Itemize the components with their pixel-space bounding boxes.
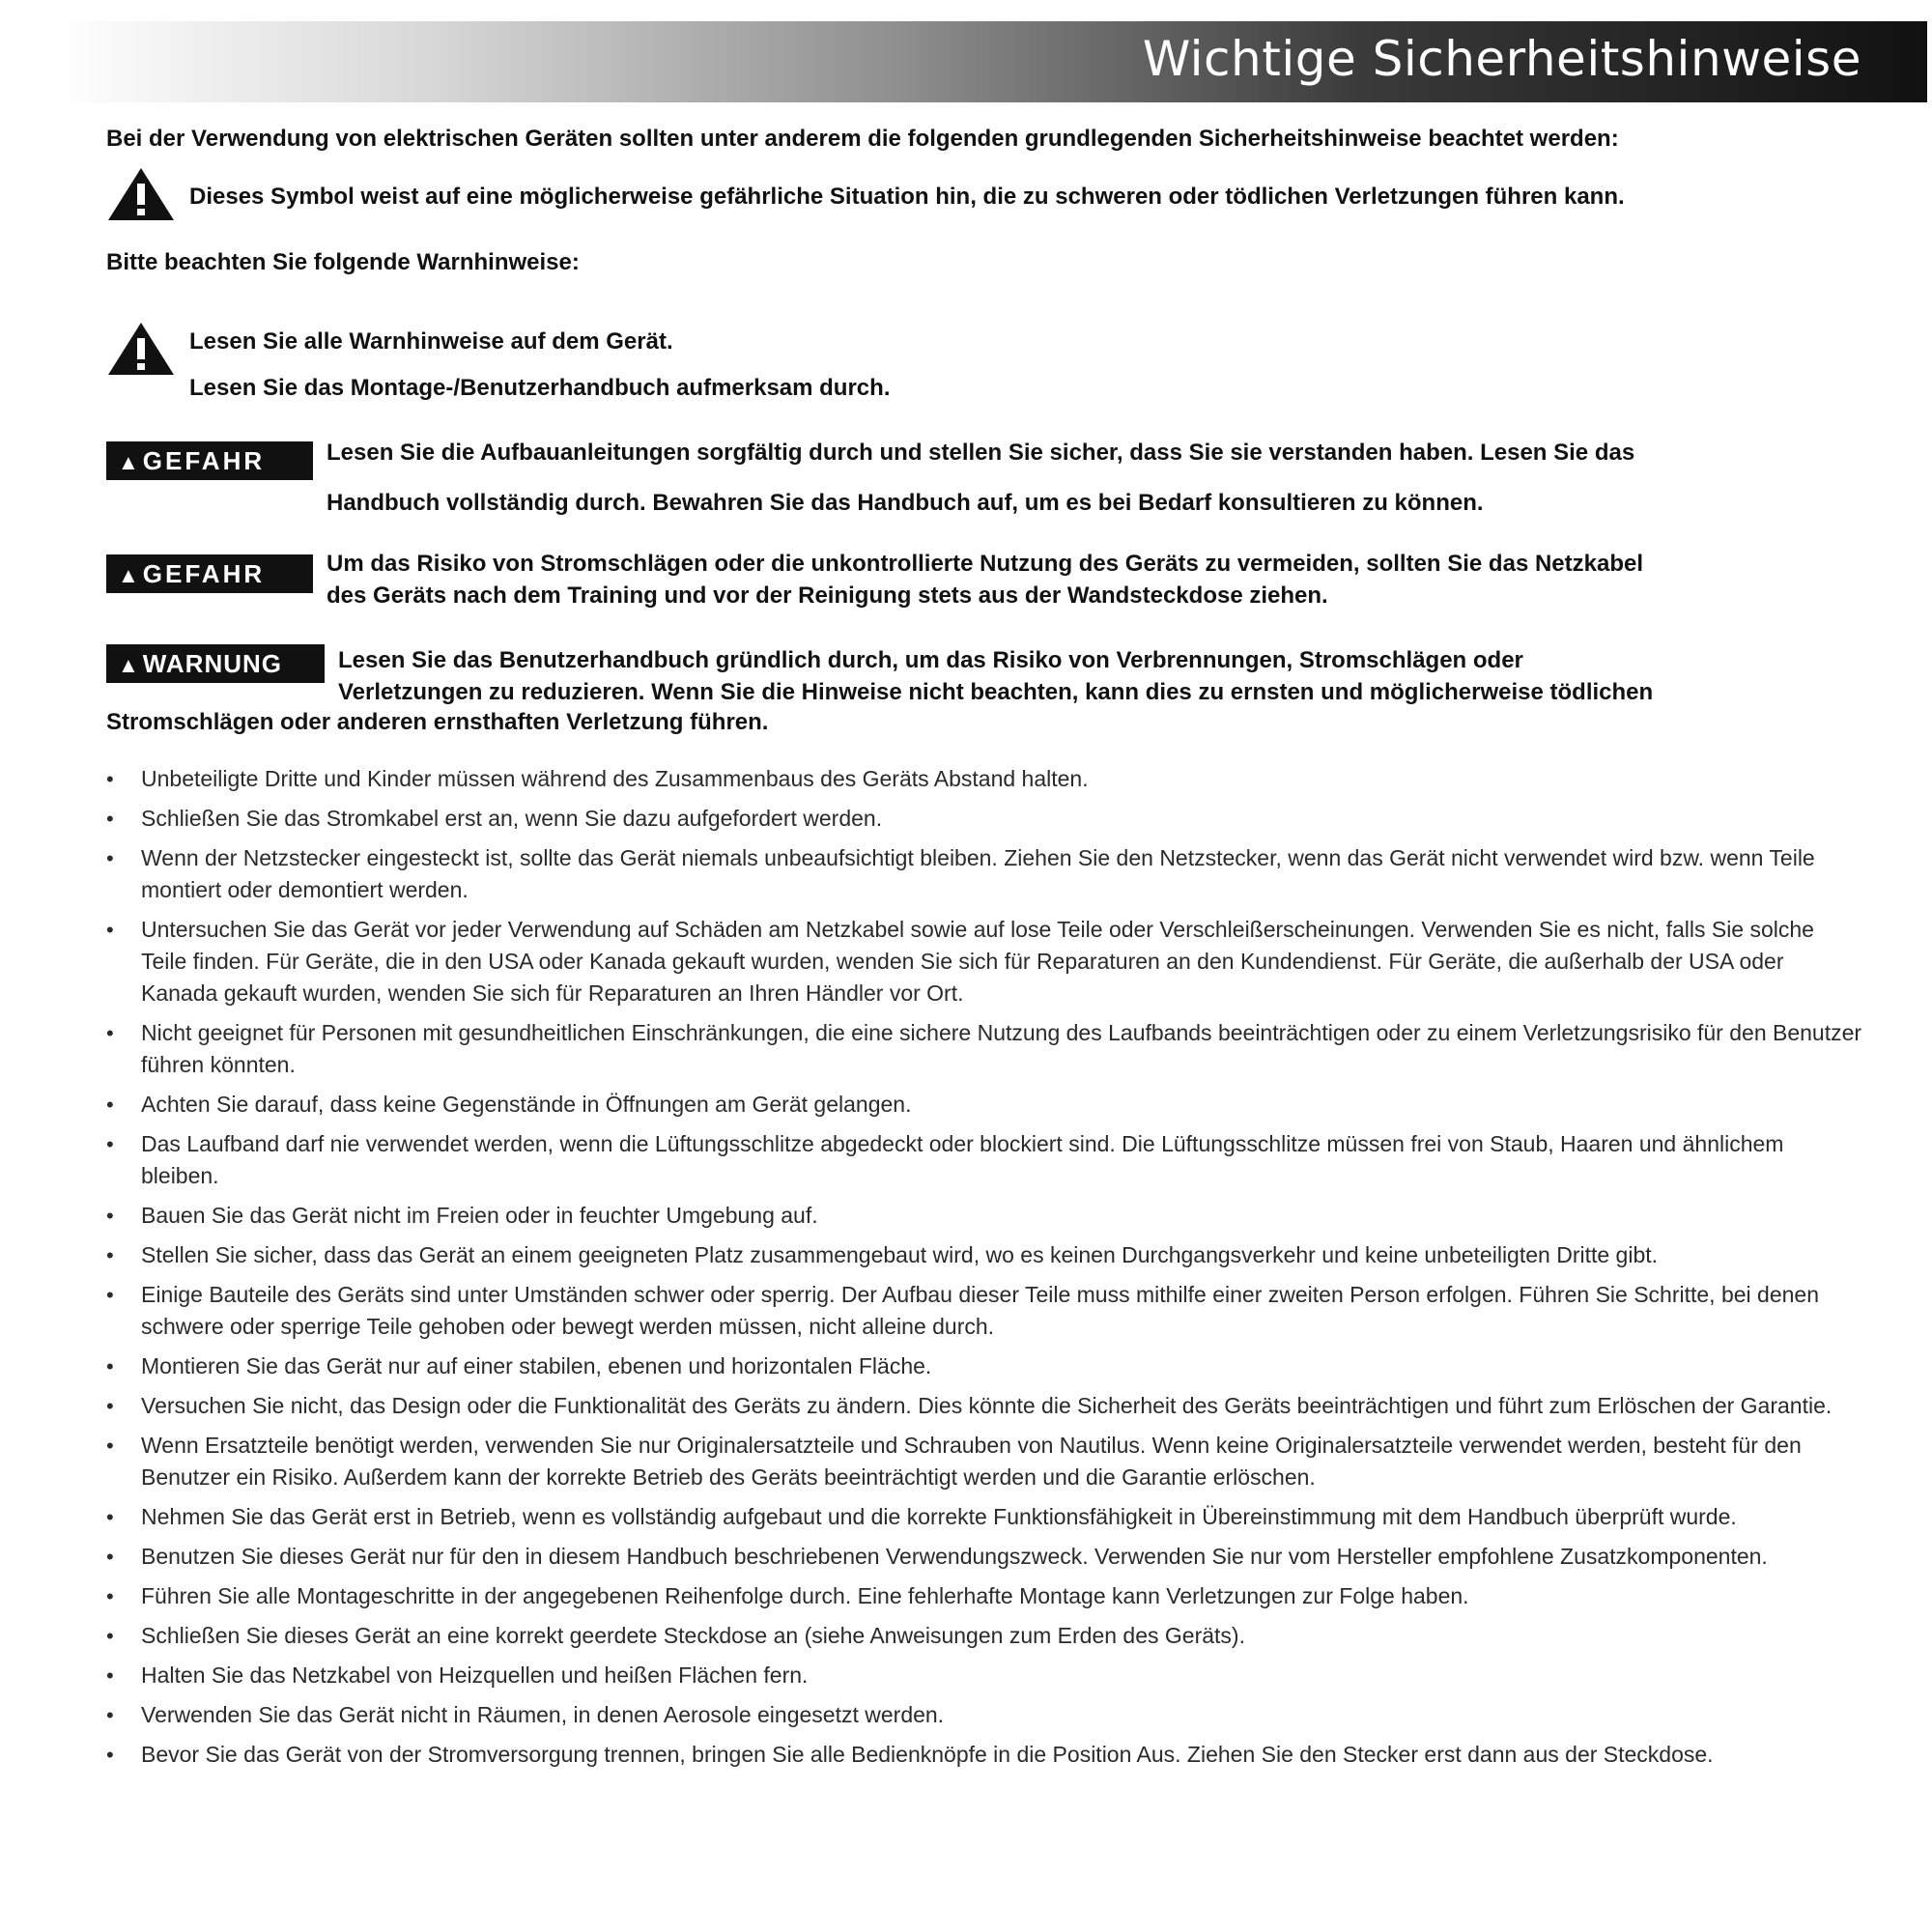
list-item: • Stellen Sie sicher, dass das Gerät an einem geeigneten Platz zusammengebaut wird, wo es keinen Durchgangsverkehr und keine unbeteiligten Dritte gibt. [106,1239,1864,1271]
list-item: • Wenn der Netzstecker eingesteckt ist, sollte das Gerät niemals unbeaufsichtigt bleiben. Ziehen Sie den Netzstecker, wenn das Gerät nicht verwendet wird bzw. wenn Teile montiert oder demontiert werden. [106,842,1864,906]
list-item: • Benutzen Sie dieses Gerät nur für den in diesem Handbuch beschriebenen Verwendungszweck. Verwenden Sie nur vom Hersteller empfohlene Zusatzkomponenten. [106,1541,1864,1573]
list-item: • Versuchen Sie nicht, das Design oder die Funktionalität des Geräts zu ändern. Dies könnte die Sicherheit des Geräts beeinträchtigen und führt zum Erlöschen der Garantie. [106,1390,1864,1422]
list-item: • Unbeteiligte Dritte und Kinder müssen während des Zusammenbaus des Geräts Abstand halten. [106,763,1864,795]
warning-triangle-icon [106,166,176,222]
list-item: • Schließen Sie das Stromkabel erst an, wenn Sie dazu aufgefordert werden. [106,803,1864,835]
warning-badge: ▲ WARNUNG [106,644,325,683]
read-line: Lesen Sie alle Warnhinweise auf dem Gerät. [189,328,673,355]
notice-text: Lesen Sie das Benutzerhandbuch gründlich durch, um das Risiko von Verbrennungen, Stromschlägen oder [338,647,1523,673]
danger-badge: ▲ GEFAHR [106,554,313,593]
notice-text: des Geräts nach dem Training und vor der Reinigung stets aus der Wandsteckdose ziehen. [327,582,1328,609]
list-item: • Führen Sie alle Montageschritte in der angegebenen Reihenfolge durch. Eine fehlerhafte Montage kann Verletzungen zur Folge haben. [106,1580,1864,1612]
list-item: • Untersuchen Sie das Gerät vor jeder Verwendung auf Schäden am Netzkabel sowie auf lose Teile oder Verschleißerscheinungen. Verwenden Sie es nicht, falls Sie solche Teile finden. Für Geräte, die in den USA oder Kanada gekauft wurden, wenden Sie sich für Reparaturen an den Kundendienst. Für Geräte, die außerhalb der USA oder Kanada gekauft wurden, wenden Sie sich für Reparaturen an Ihren Händler vor Ort. [106,914,1864,1009]
warning-triangle-icon [106,321,176,377]
safety-list [106,763,1864,1778]
list-item: • Das Laufband darf nie verwendet werden, wenn die Lüftungsschlitze abgedeckt oder blockiert sind. Die Lüftungsschlitze müssen frei von Staub, Haaren und ähnlichem bleiben. [106,1128,1864,1192]
read-line: Lesen Sie das Montage-/Benutzerhandbuch aufmerksam durch. [189,375,891,401]
notice-text: Handbuch vollständig durch. Bewahren Sie das Handbuch auf, um es bei Bedarf konsultieren zu können. [327,490,1484,516]
list-item: • Schließen Sie dieses Gerät an eine korrekt geerdete Steckdose an (siehe Anweisungen zum Erden des Geräts). [106,1620,1864,1652]
list-item: • Halten Sie das Netzkabel von Heizquellen und heißen Flächen fern. [106,1660,1864,1691]
list-item: • Bauen Sie das Gerät nicht im Freien oder in feuchter Umgebung auf. [106,1200,1864,1232]
notice-text: Um das Risiko von Stromschlägen oder die unkontrollierte Nutzung des Geräts zu vermeiden, sollten Sie das Netzkabel [327,551,1643,577]
intro-text: Bei der Verwendung von elektrischen Geräten sollten unter anderem die folgenden grundlegenden Sicherheitshinweise beachtet werden: [106,126,1619,152]
list-item: • Nehmen Sie das Gerät erst in Betrieb, wenn es vollständig aufgebaut und die korrekte Funktionsfähigkeit in Übereinstimmung mit dem Handbuch überprüft wurde. [106,1501,1864,1533]
header-bar [53,21,1927,102]
warning-triangle-icon: ▲ [118,450,139,474]
list-item: • Bevor Sie das Gerät von der Stromversorgung trennen, bringen Sie alle Bedienknöpfe in die Position Aus. Ziehen Sie den Stecker erst dann aus der Steckdose. [106,1739,1864,1771]
please-note: Bitte beachten Sie folgende Warnhinweise: [106,249,580,275]
notice-text: Lesen Sie die Aufbauanleitungen sorgfältig durch und stellen Sie sicher, dass Sie sie verstanden haben. Lesen Sie das [327,440,1635,466]
list-item: • Nicht geeignet für Personen mit gesundheitlichen Einschränkungen, die eine sichere Nutzung des Laufbands beeinträchtigen oder zu einem Verletzungsrisiko für den Benutzer führen könnten. [106,1017,1864,1081]
symbol-note: Dieses Symbol weist auf eine möglicherweise gefährliche Situation hin, die zu schweren oder tödlichen Verletzungen führen kann. [189,184,1625,210]
list-item: • Einige Bauteile des Geräts sind unter Umständen schwer oder sperrig. Der Aufbau dieser Teile muss mithilfe einer zweiten Person erfolgen. Führen Sie Schritte, bei denen schwere oder sperrige Teile gehoben oder bewegt werden müssen, nicht alleine durch. [106,1279,1864,1343]
notice-text: Stromschlägen oder anderen ernsthaften Verletzung führen. [106,709,769,735]
list-item: • Achten Sie darauf, dass keine Gegenstände in Öffnungen am Gerät gelangen. [106,1089,1864,1121]
warning-triangle-icon: ▲ [118,653,139,677]
notice-text: Verletzungen zu reduzieren. Wenn Sie die Hinweise nicht beachten, kann dies zu ernsten und möglicherweise tödlichen [338,679,1654,705]
list-item: • Montieren Sie das Gerät nur auf einer stabilen, ebenen und horizontalen Fläche. [106,1350,1864,1382]
warning-triangle-icon: ▲ [118,563,139,587]
list-item: • Wenn Ersatzteile benötigt werden, verwenden Sie nur Originalersatzteile und Schrauben von Nautilus. Wenn keine Originalersatzteile verwendet werden, besteht für den Benutzer ein Risiko. Außerdem kann der korrekte Betrieb des Geräts beeinträchtigt werden und die Garantie erlöschen. [106,1430,1864,1493]
page-title: Wichtige Sicherheitshinweise [1142,31,1861,87]
list-item: • Verwenden Sie das Gerät nicht in Räumen, in denen Aerosole eingesetzt werden. [106,1699,1864,1731]
danger-badge: ▲ GEFAHR [106,441,313,480]
